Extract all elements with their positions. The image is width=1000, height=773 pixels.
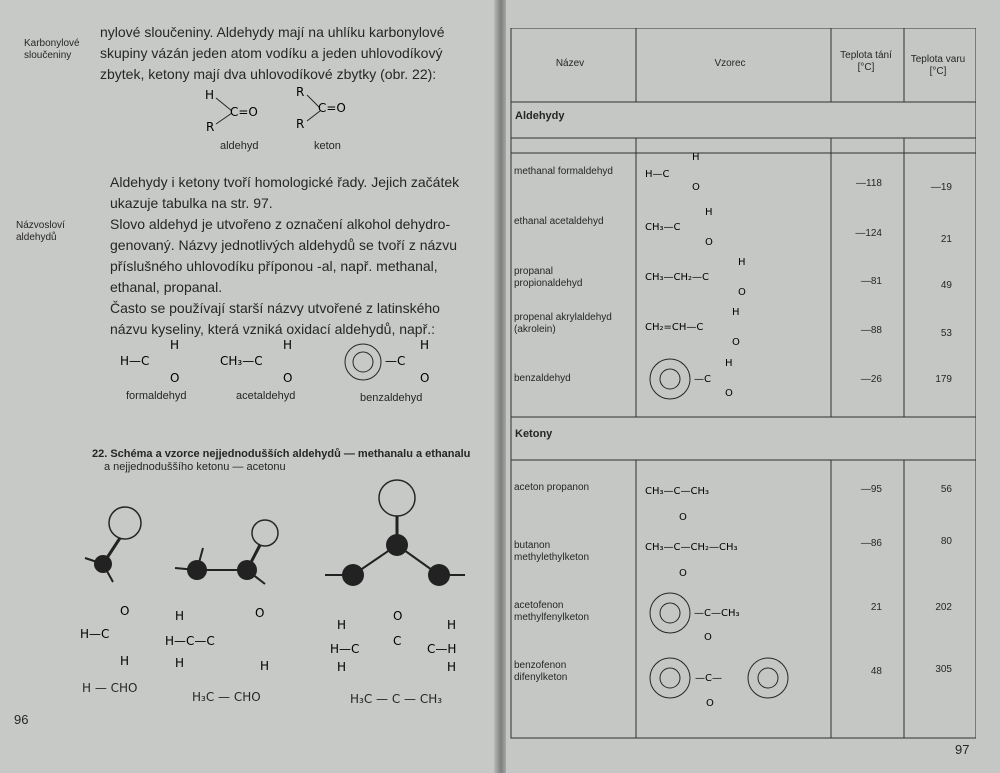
- svg-text:O: O: [393, 609, 403, 623]
- label-formaldehyd: formaldehyd: [126, 390, 187, 402]
- svg-text:CH₃—C—CH₃: CH₃—C—CH₃: [645, 486, 710, 497]
- bp-value: —19: [930, 182, 952, 193]
- label-keton: keton: [314, 140, 341, 152]
- label-benzaldehyd: benzaldehyd: [360, 392, 423, 404]
- svg-text:H: H: [175, 656, 185, 670]
- svg-text:R: R: [296, 85, 305, 99]
- figure-caption: 22. Schéma a vzorce nejjednodušších aldehydů — methanalu a ethanalu a nejjednoduššího ketonu — acetonu: [92, 448, 471, 473]
- mp-value: —124: [855, 228, 882, 239]
- svg-text:H—C: H—C: [330, 642, 360, 656]
- svg-text:H: H: [170, 338, 180, 352]
- bp-value: 179: [935, 374, 952, 385]
- formula-ch3cho: H₃C — CHO: [192, 690, 261, 704]
- section-aldehydy: Aldehydy: [515, 110, 565, 122]
- mp-value: —86: [860, 538, 882, 549]
- svg-text:H: H: [732, 307, 740, 318]
- header-vzorec: Vzorec: [714, 58, 746, 69]
- label-aldehyd: aldehyd: [220, 140, 259, 152]
- row-name: acetofenon methylfenylketon: [514, 600, 590, 623]
- paragraph-intro: nylové sloučeniny. Aldehydy mají na uhlíku karbonylové skupiny vázán jeden atom vodíku a jeden uhlovodíkový zbytek, ketony mají dva uhlovodíkové zbytky (obr. 22):: [100, 24, 445, 82]
- bp-value: 21: [940, 234, 952, 245]
- row-name: ethanal acetaldehyd: [514, 216, 604, 227]
- margin-note-karbonylove: Karbonylové sloučeniny: [24, 38, 80, 61]
- svg-text:O: O: [738, 287, 746, 298]
- header-nazev: Název: [555, 58, 585, 69]
- svg-text:H: H: [705, 207, 713, 218]
- svg-text:C=O: C=O: [318, 101, 346, 115]
- formula-hcho: H — CHO: [82, 681, 138, 695]
- svg-text:H: H: [175, 609, 185, 623]
- bp-value: 53: [940, 328, 952, 339]
- row-name: butanon methylethylketon: [514, 540, 590, 563]
- formula-acetone: H₃C — C — CH₃: [350, 692, 443, 706]
- svg-text:R: R: [296, 117, 305, 131]
- mp-value: 21: [870, 602, 882, 613]
- svg-text:H: H: [725, 358, 733, 369]
- svg-text:CH₃—C: CH₃—C: [645, 222, 681, 233]
- aldehyde-formulas: [640, 150, 820, 410]
- ketone-formulas: [640, 470, 820, 720]
- mp-value: —118: [856, 178, 882, 189]
- aldehyde-examples: [115, 338, 445, 388]
- svg-text:H—C—C: H—C—C: [165, 634, 215, 648]
- margin-note-nazvoslovi: Názvosloví aldehydů: [16, 220, 65, 243]
- svg-text:O: O: [705, 237, 713, 248]
- svg-text:O: O: [679, 512, 687, 523]
- svg-text:O: O: [725, 388, 733, 399]
- header-teplota-tani: Teplota tání [°C]: [840, 50, 892, 73]
- svg-text:H: H: [692, 152, 700, 163]
- svg-text:R: R: [206, 120, 215, 134]
- svg-text:O: O: [704, 632, 712, 643]
- svg-text:—C—CH₃: —C—CH₃: [694, 608, 740, 619]
- svg-text:H—C: H—C: [120, 354, 150, 368]
- svg-text:O: O: [692, 182, 700, 193]
- svg-text:C: C: [393, 634, 402, 648]
- svg-text:—C: —C: [694, 374, 711, 385]
- mp-value: —95: [860, 484, 882, 495]
- svg-text:O: O: [732, 337, 740, 348]
- svg-text:O: O: [255, 606, 265, 620]
- row-name: propenal akrylaldehyd (akrolein): [514, 312, 612, 335]
- svg-text:CH₃—CH₂—C: CH₃—CH₂—C: [645, 272, 710, 283]
- mp-value: 48: [870, 666, 882, 677]
- svg-text:H: H: [260, 659, 270, 673]
- svg-text:CH₃—C: CH₃—C: [220, 354, 263, 368]
- svg-text:H: H: [337, 618, 347, 632]
- page-number-left: 96: [14, 712, 29, 727]
- aldehyd-keton-structures: [190, 84, 380, 144]
- bp-value: 56: [940, 484, 952, 495]
- svg-text:O: O: [679, 568, 687, 579]
- bp-value: 49: [940, 280, 952, 291]
- svg-text:H—C: H—C: [80, 627, 110, 641]
- mp-value: —81: [860, 276, 882, 287]
- mp-value: —88: [860, 325, 882, 336]
- svg-text:O: O: [283, 371, 293, 385]
- svg-text:H: H: [420, 338, 430, 352]
- bp-value: 202: [935, 602, 952, 613]
- svg-text:H: H: [738, 257, 746, 268]
- svg-text:C—H: C—H: [427, 642, 457, 656]
- svg-text:—C: —C: [385, 354, 406, 368]
- svg-text:CH₂=CH—C: CH₂=CH—C: [645, 322, 704, 333]
- row-name: benzaldehyd: [514, 373, 571, 384]
- svg-text:C=O: C=O: [230, 105, 258, 119]
- paragraph-main: Aldehydy i ketony tvoří homologické řady. Jejich začátek ukazuje tabulka na str. 97. Slovo aldehyd je utvořeno z označení alkohol dehydro- genovaný. Názvy jednotlivých aldehydů se tvoří z názvu příslušného uhlovodíku příponou -al, např. methanal, ethanal, propanal. Často se používají starší názvy utvořené z latinského názvu kyseliny, která vzniká oxidací aldehydů, např.:: [110, 174, 460, 337]
- label-acetaldehyd: acetaldehyd: [236, 390, 296, 402]
- svg-text:H: H: [283, 338, 293, 352]
- page-number-right: 97: [955, 742, 970, 757]
- bp-value: 80: [940, 536, 952, 547]
- svg-text:O: O: [706, 698, 714, 709]
- row-name: benzofenon difenylketon: [514, 660, 568, 683]
- molecular-models: [75, 478, 485, 608]
- svg-text:H: H: [120, 654, 130, 668]
- svg-text:—C—: —C—: [695, 673, 722, 684]
- bp-value: 305: [935, 664, 952, 675]
- row-name: methanal formaldehyd: [514, 166, 613, 177]
- svg-text:H: H: [205, 88, 215, 102]
- svg-text:H: H: [337, 660, 347, 674]
- row-name: propanal propionaldehyd: [514, 266, 583, 289]
- header-teplota-varu: Teplota varu [°C]: [910, 54, 966, 77]
- svg-text:O: O: [170, 371, 180, 385]
- svg-text:H—C: H—C: [645, 169, 670, 180]
- svg-text:H: H: [447, 660, 457, 674]
- svg-text:H: H: [447, 618, 457, 632]
- mp-value: —26: [860, 374, 882, 385]
- row-name: aceton propanon: [514, 482, 590, 493]
- svg-text:O: O: [120, 605, 130, 618]
- section-ketony: Ketony: [515, 428, 553, 440]
- svg-text:O: O: [420, 371, 430, 385]
- structural-formulas: [75, 605, 485, 675]
- svg-text:CH₃—C—CH₂—CH₃: CH₃—C—CH₂—CH₃: [645, 542, 738, 553]
